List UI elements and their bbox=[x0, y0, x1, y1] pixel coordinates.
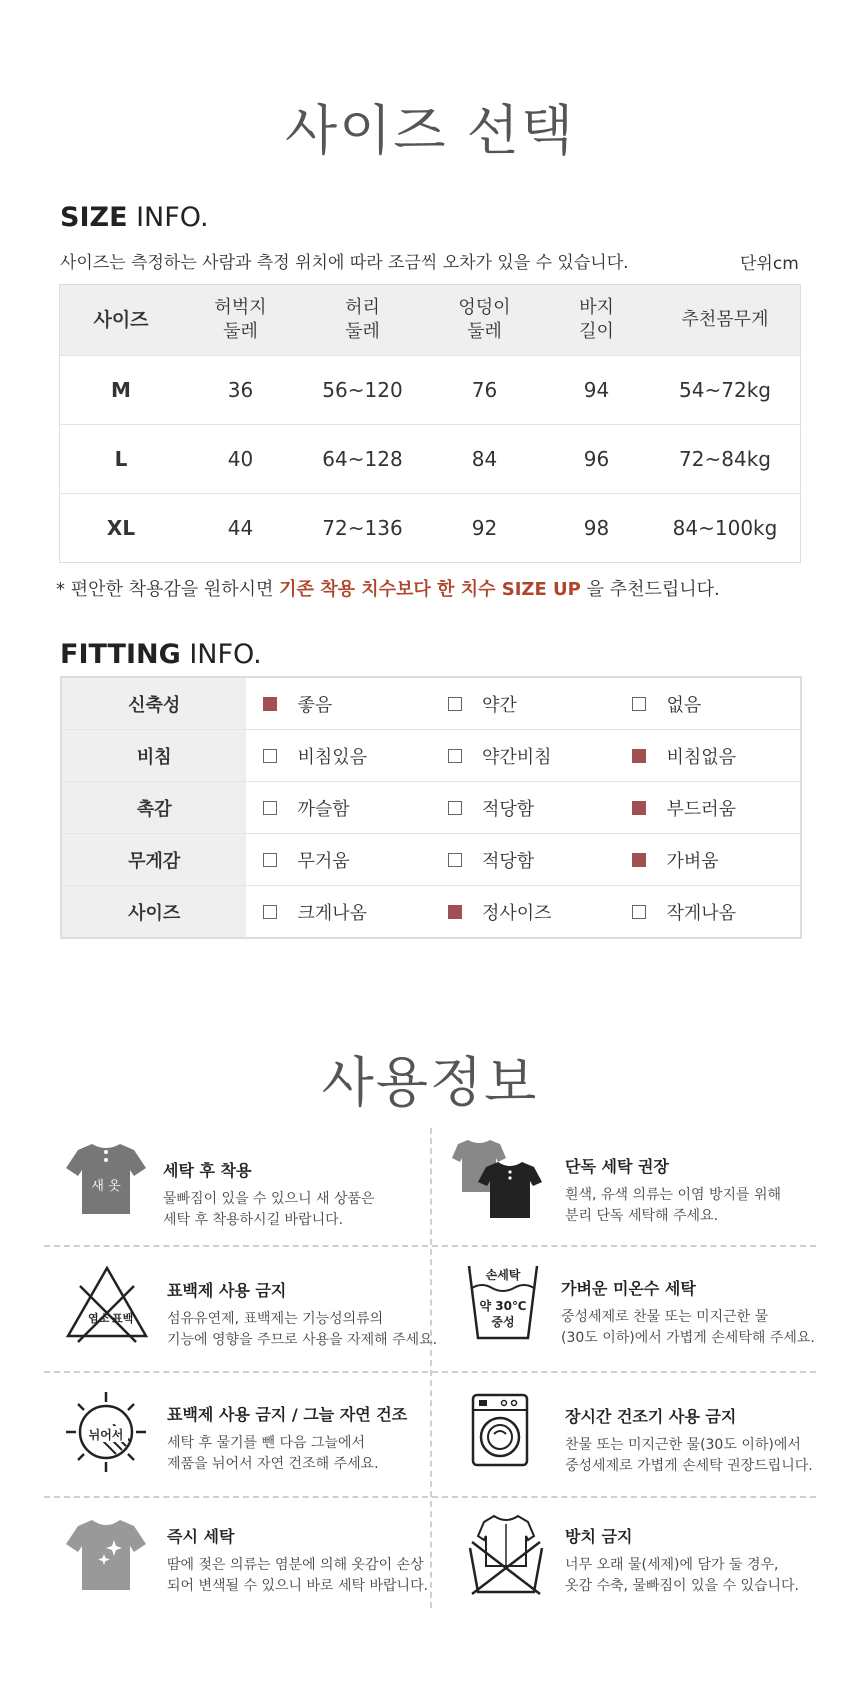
care-title: 단독 세탁 권장 bbox=[565, 1157, 669, 1176]
checkbox-unchecked[interactable] bbox=[263, 853, 277, 867]
fitting-option-label: 작게나옴 bbox=[666, 902, 737, 924]
care-desc-line1: 세탁 후 물기를 뺀 다음 그늘에서 bbox=[167, 1435, 366, 1451]
length-cell: 98 bbox=[543, 494, 650, 563]
sweat-shirt-icon bbox=[64, 1516, 148, 1594]
care-desc-line2: 중성세제로 가볍게 손세탁 권장드립니다. bbox=[565, 1458, 813, 1474]
fitting-option-label: 무거움 bbox=[297, 850, 350, 872]
care-desc bbox=[565, 1185, 860, 1227]
thigh-cell: 40 bbox=[182, 425, 299, 494]
hand-wash-label-b: 약 30℃ bbox=[479, 1299, 527, 1313]
care-item bbox=[167, 1402, 497, 1475]
care-desc-line2: 되어 변색될 수 있으니 바로 세탁 바랍니다. bbox=[167, 1578, 429, 1594]
checkbox-checked[interactable] bbox=[632, 749, 646, 763]
thigh-cell: 36 bbox=[182, 356, 299, 425]
care-desc-line2: 세탁 후 착용하시길 바랍니다. bbox=[163, 1212, 344, 1228]
size-cell: XL bbox=[60, 494, 183, 563]
fitting-option[interactable] bbox=[431, 677, 616, 730]
shade-dry-icon bbox=[64, 1390, 148, 1474]
header-length bbox=[543, 285, 650, 356]
checkbox-checked[interactable] bbox=[448, 905, 462, 919]
care-desc-line2: 분리 단독 세탁해 주세요. bbox=[565, 1208, 719, 1224]
fitting-row bbox=[61, 834, 801, 886]
checkbox-unchecked[interactable] bbox=[448, 749, 462, 763]
fitting-label: 무게감 bbox=[61, 834, 246, 886]
header-waist-line2: 둘레 bbox=[345, 321, 380, 342]
fitting-option[interactable] bbox=[431, 730, 616, 782]
usage-section-title: 사용정보 bbox=[321, 1051, 539, 1114]
care-title: 방치 금지 bbox=[565, 1527, 633, 1546]
fitting-option-label: 가벼움 bbox=[666, 850, 719, 872]
fitting-option[interactable] bbox=[246, 677, 431, 730]
new-clothes-icon bbox=[64, 1138, 148, 1218]
fitting-option[interactable] bbox=[246, 782, 431, 834]
care-desc-line1: 너무 오래 물(세제)에 담가 둘 경우, bbox=[565, 1557, 779, 1573]
care-desc-line1: 찬물 또는 미지근한 물(30도 이하)에서 bbox=[565, 1437, 801, 1453]
fitting-option-label: 부드러움 bbox=[666, 798, 737, 820]
dashed-divider bbox=[44, 1496, 816, 1498]
header-hip-line2: 둘레 bbox=[467, 321, 502, 342]
size-unit: 단위cm bbox=[740, 254, 799, 274]
weight-cell: 84~100kg bbox=[650, 494, 801, 563]
size-cell: L bbox=[60, 425, 183, 494]
fitting-option[interactable] bbox=[615, 834, 801, 886]
checkbox-checked[interactable] bbox=[632, 853, 646, 867]
no-bleach-icon bbox=[64, 1264, 150, 1344]
header-waist-line1: 허리 bbox=[345, 297, 380, 318]
fitting-row bbox=[61, 782, 801, 834]
care-desc bbox=[167, 1309, 497, 1351]
care-desc-line2: 옷감 수축, 물빠짐이 있을 수 있습니다. bbox=[565, 1578, 800, 1594]
waist-cell: 64~128 bbox=[299, 425, 426, 494]
care-desc-line1: 물빠짐이 있을 수 있으니 새 상품은 bbox=[163, 1191, 375, 1207]
care-item bbox=[565, 1524, 860, 1597]
weight-cell: 54~72kg bbox=[650, 356, 801, 425]
header-thigh bbox=[182, 285, 299, 356]
care-desc-line2: (30도 이하)에서 가볍게 손세탁해 주세요. bbox=[561, 1330, 815, 1346]
care-desc-line2: 제품을 뉘어서 자연 건조해 주세요. bbox=[167, 1456, 379, 1472]
fitting-info-heading-bold: FITTING bbox=[60, 639, 181, 670]
fitting-option-label: 비침있음 bbox=[297, 746, 367, 768]
fitting-option[interactable] bbox=[431, 782, 616, 834]
fitting-option[interactable] bbox=[615, 886, 801, 939]
care-desc bbox=[561, 1307, 860, 1349]
footnote-highlight: 기존 착용 치수보다 한 치수 SIZE UP bbox=[279, 579, 581, 600]
new-clothes-label: 새 옷 bbox=[91, 1179, 121, 1194]
fitting-label: 촉감 bbox=[61, 782, 246, 834]
fitting-row bbox=[61, 730, 801, 782]
fitting-option-label: 약간비침 bbox=[481, 746, 552, 768]
shade-dry-label: 뉘어서 bbox=[88, 1428, 124, 1442]
no-bleach-label-b: 표백 bbox=[112, 1312, 134, 1325]
care-desc bbox=[565, 1555, 860, 1597]
weight-cell: 72~84kg bbox=[650, 425, 801, 494]
fitting-info-heading-rest: INFO. bbox=[180, 639, 262, 670]
fitting-label: 비침 bbox=[61, 730, 246, 782]
care-item bbox=[167, 1524, 497, 1597]
fitting-table bbox=[60, 676, 802, 939]
care-title: 표백제 사용 금지 bbox=[167, 1281, 287, 1300]
hand-wash-label-a: 손세탁 bbox=[485, 1268, 521, 1282]
fitting-option-label: 적당함 bbox=[481, 850, 535, 872]
size-table bbox=[59, 284, 801, 563]
footnote-text-a: * 편안한 착용감을 원하시면 bbox=[56, 579, 280, 600]
care-item bbox=[561, 1276, 860, 1349]
care-item bbox=[167, 1278, 497, 1351]
care-desc-line1: 섬유유연제, 표백제는 기능성의류의 bbox=[167, 1311, 384, 1327]
care-title: 장시간 건조기 사용 금지 bbox=[565, 1407, 737, 1426]
header-length-line1: 바지 bbox=[579, 297, 614, 318]
care-title: 즉시 세탁 bbox=[167, 1527, 235, 1546]
fitting-option-label: 없음 bbox=[666, 694, 702, 716]
fitting-option[interactable] bbox=[246, 834, 431, 886]
header-weight: 추천몸무게 bbox=[650, 285, 801, 356]
size-footnote bbox=[56, 575, 720, 601]
checkbox-unchecked[interactable] bbox=[263, 905, 277, 919]
header-thigh-line1: 허벅지 bbox=[214, 297, 267, 318]
checkbox-unchecked[interactable] bbox=[263, 801, 277, 815]
checkbox-unchecked[interactable] bbox=[448, 853, 462, 867]
length-cell: 96 bbox=[543, 425, 650, 494]
care-desc bbox=[163, 1189, 493, 1231]
checkbox-checked[interactable] bbox=[632, 801, 646, 815]
fitting-info-heading bbox=[60, 639, 262, 670]
header-size: 사이즈 bbox=[60, 285, 183, 356]
care-title: 가벼운 미온수 세탁 bbox=[561, 1279, 696, 1298]
care-item bbox=[565, 1404, 860, 1477]
checkbox-unchecked[interactable] bbox=[263, 749, 277, 763]
no-bleach-label-a: 염소 bbox=[88, 1312, 110, 1325]
size-row bbox=[60, 425, 801, 494]
waist-cell: 72~136 bbox=[299, 494, 426, 563]
fitting-label: 사이즈 bbox=[61, 886, 246, 939]
size-info-heading bbox=[60, 202, 209, 233]
checkbox-unchecked[interactable] bbox=[632, 905, 646, 919]
size-row bbox=[60, 494, 801, 563]
fitting-row bbox=[61, 677, 801, 730]
length-cell: 94 bbox=[543, 356, 650, 425]
care-title: 세탁 후 착용 bbox=[163, 1161, 252, 1180]
care-desc bbox=[167, 1433, 497, 1475]
size-info-heading-bold: SIZE bbox=[60, 202, 128, 233]
size-row bbox=[60, 356, 801, 425]
header-hip-line1: 엉덩이 bbox=[458, 297, 511, 318]
care-desc bbox=[167, 1555, 497, 1597]
fitting-option-label: 까슬함 bbox=[297, 798, 350, 820]
header-waist bbox=[299, 285, 426, 356]
dashed-divider bbox=[44, 1245, 816, 1247]
checkbox-unchecked[interactable] bbox=[448, 801, 462, 815]
size-note: 사이즈는 측정하는 사람과 측정 위치에 따라 조금씩 오차가 있을 수 있습니다. bbox=[60, 253, 629, 273]
waist-cell: 56~120 bbox=[299, 356, 426, 425]
fitting-row bbox=[61, 886, 801, 939]
size-info-heading-rest: INFO. bbox=[127, 202, 209, 233]
care-desc bbox=[565, 1435, 860, 1477]
hip-cell: 92 bbox=[426, 494, 543, 563]
fitting-option-label: 정사이즈 bbox=[481, 902, 552, 924]
fitting-option-label: 적당함 bbox=[481, 798, 535, 820]
fitting-option[interactable] bbox=[615, 730, 801, 782]
hip-cell: 76 bbox=[426, 356, 543, 425]
checkbox-unchecked[interactable] bbox=[632, 697, 646, 711]
fitting-option-label: 약간 bbox=[481, 694, 517, 716]
fitting-option[interactable] bbox=[431, 886, 616, 939]
care-desc-line1: 흰색, 유색 의류는 이염 방지를 위해 bbox=[565, 1187, 782, 1203]
fitting-label: 신축성 bbox=[61, 677, 246, 730]
hip-cell: 84 bbox=[426, 425, 543, 494]
fitting-option[interactable] bbox=[246, 730, 431, 782]
care-title: 표백제 사용 금지 / 그늘 자연 건조 bbox=[167, 1405, 408, 1424]
fitting-option[interactable] bbox=[431, 834, 616, 886]
hand-wash-label-c: 중성 bbox=[491, 1315, 515, 1329]
fitting-option-label: 크게나옴 bbox=[297, 902, 367, 924]
size-section-title: 사이즈 선택 bbox=[285, 99, 575, 162]
header-hip bbox=[426, 285, 543, 356]
header-thigh-line2: 둘레 bbox=[223, 321, 258, 342]
fitting-option-label: 비침없음 bbox=[666, 746, 737, 768]
fitting-option[interactable] bbox=[615, 782, 801, 834]
size-table-header bbox=[60, 285, 801, 356]
checkbox-checked[interactable] bbox=[263, 697, 277, 711]
care-item bbox=[163, 1158, 493, 1231]
thigh-cell: 44 bbox=[182, 494, 299, 563]
fitting-option-label: 좋음 bbox=[297, 694, 333, 716]
header-length-line2: 길이 bbox=[579, 321, 614, 342]
care-desc-line1: 땀에 젖은 의류는 염분에 의해 옷감이 손상 bbox=[167, 1557, 424, 1573]
fitting-option[interactable] bbox=[246, 886, 431, 939]
care-desc-line1: 중성세제로 찬물 또는 미지근한 물 bbox=[561, 1309, 769, 1325]
dashed-divider bbox=[44, 1371, 816, 1373]
footnote-text-b: 을 추천드립니다. bbox=[580, 579, 720, 600]
care-item bbox=[565, 1154, 860, 1227]
fitting-option[interactable] bbox=[615, 677, 801, 730]
size-cell: M bbox=[60, 356, 183, 425]
checkbox-unchecked[interactable] bbox=[448, 697, 462, 711]
care-desc-line2: 기능에 영향을 주므로 사용을 자제해 주세요. bbox=[167, 1332, 438, 1348]
